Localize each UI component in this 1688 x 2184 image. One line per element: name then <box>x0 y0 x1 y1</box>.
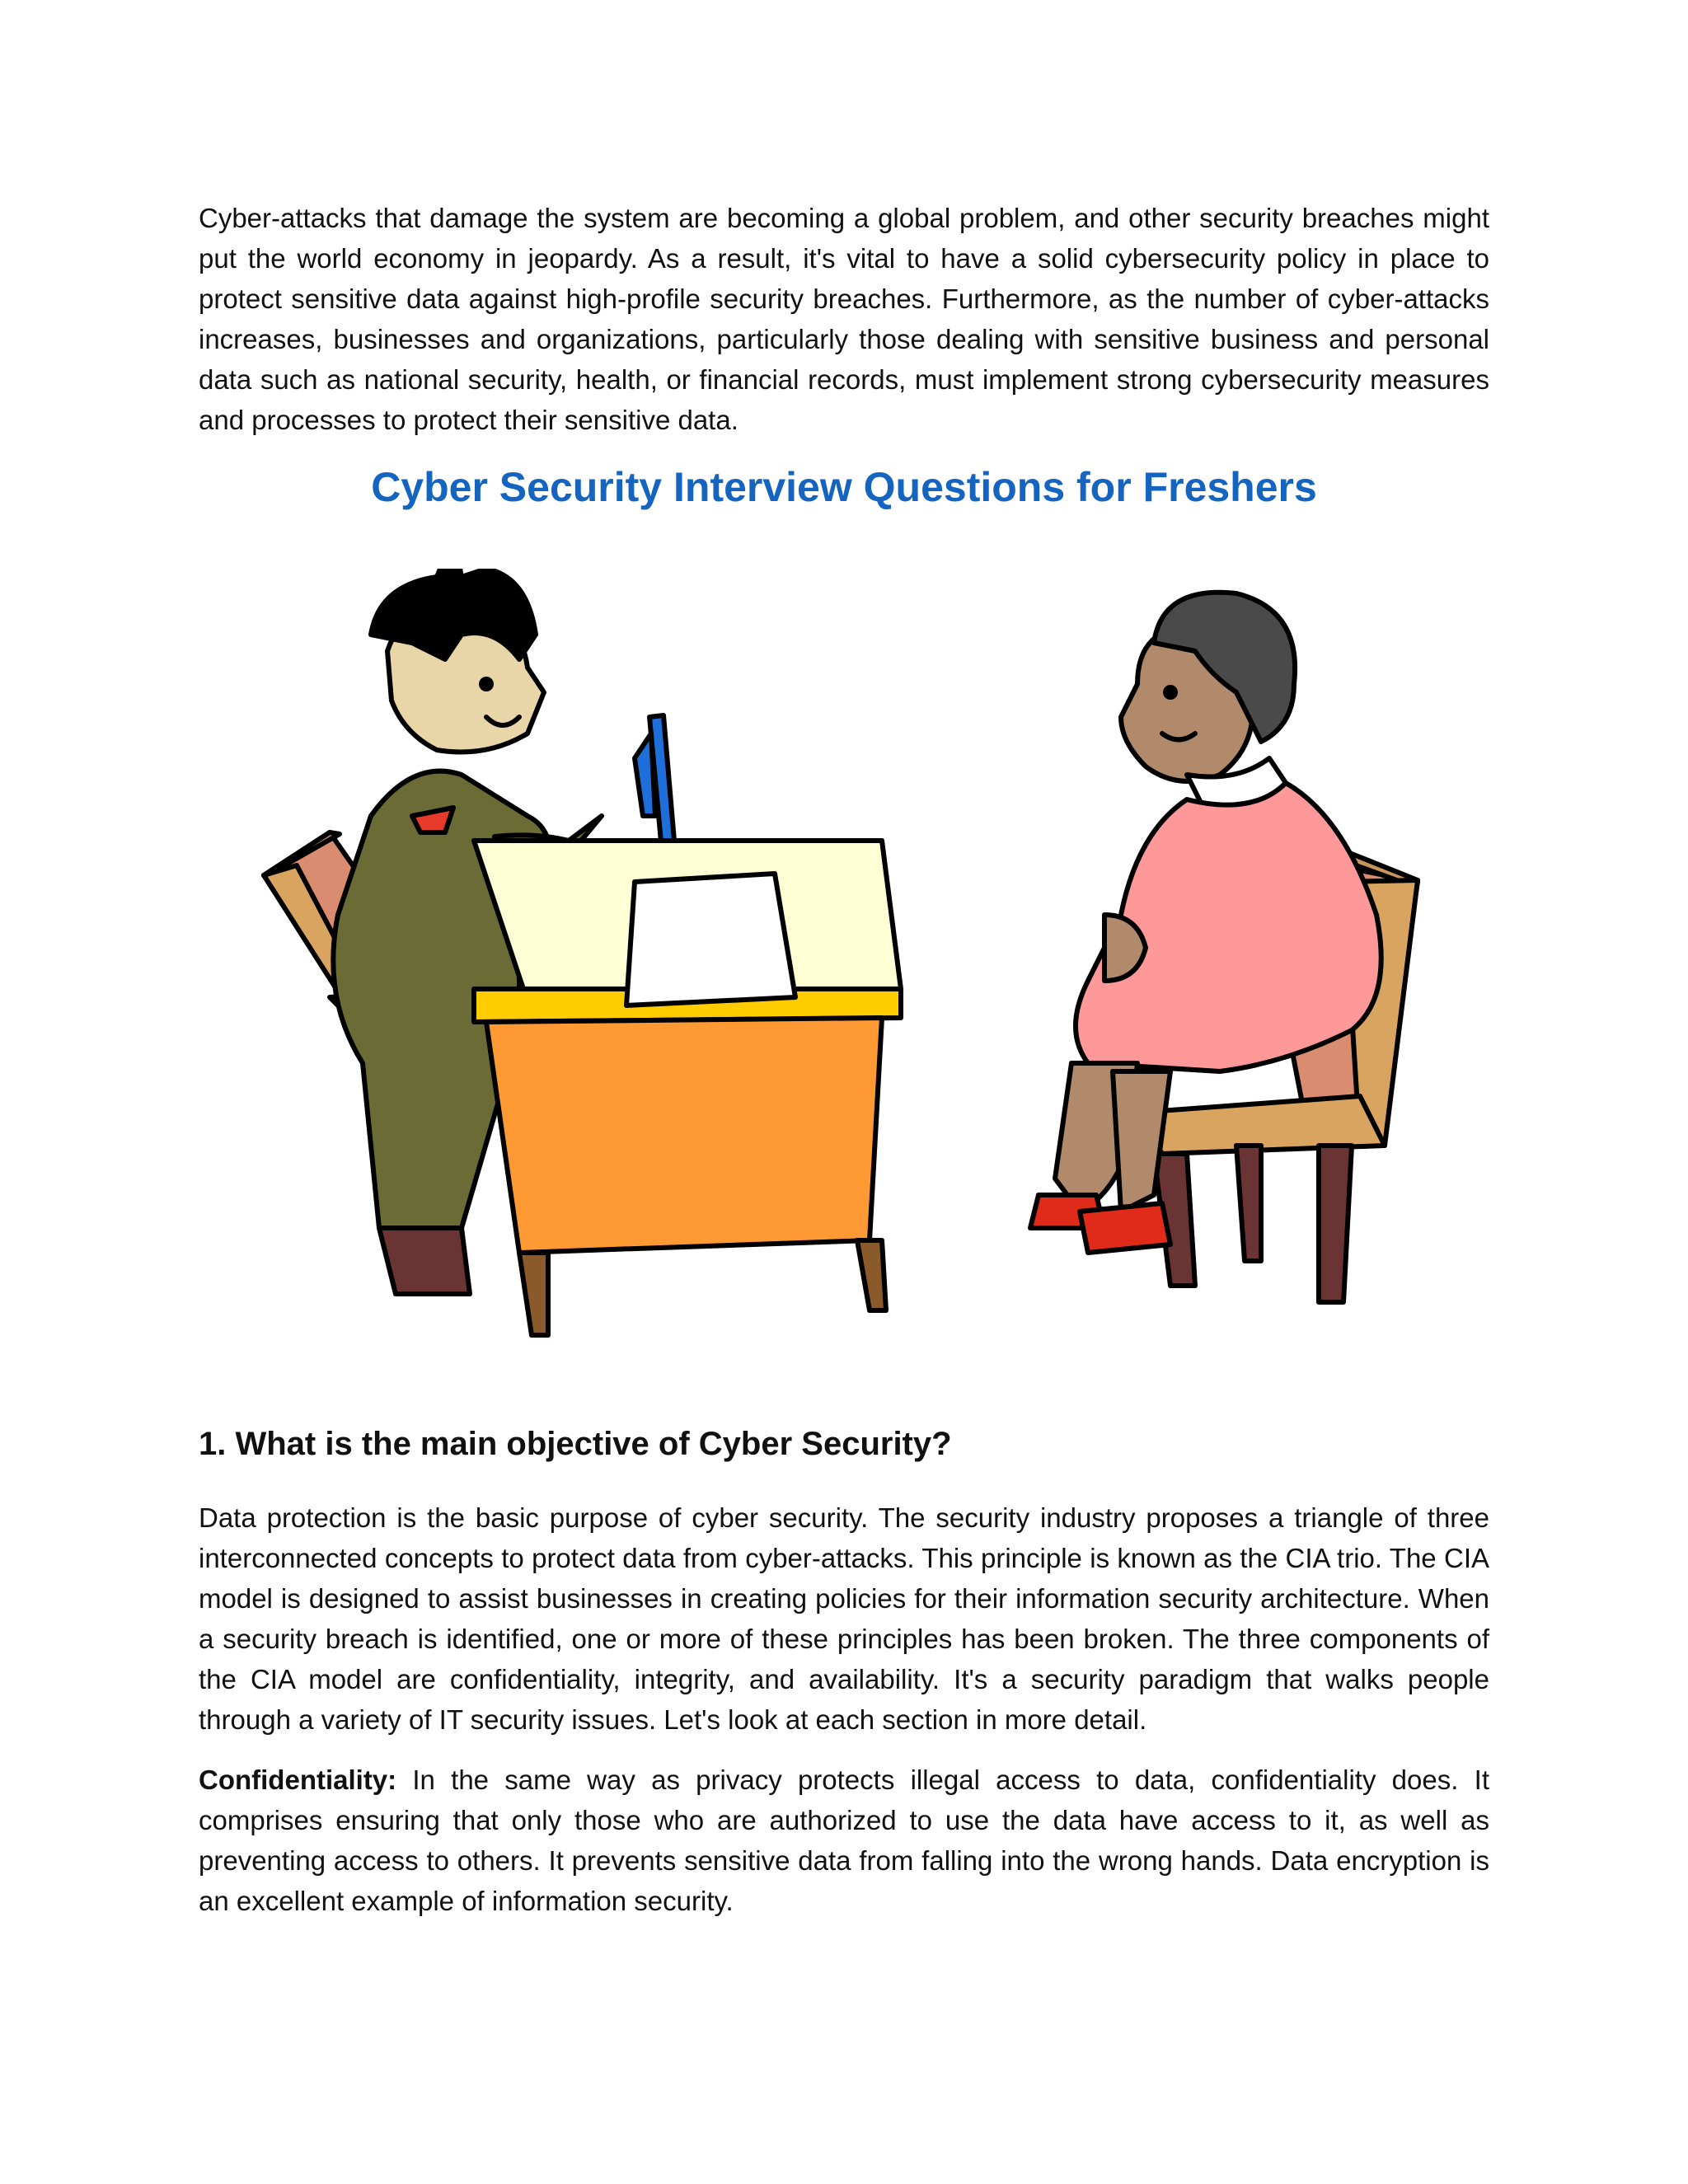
intro-paragraph: Cyber-attacks that damage the system are becoming a global problem, and other security breaches might put the world economy in jeopardy. As a result, it's vital to have a solid cybersecurity policy in place to protect sensitive data against high-profile security breaches. Furthermore, as the number of cyber-attacks increases, businesses and organizations, particularly those dealing with sensitive business and personal data such as national security, health, or financial records, must implement strong cybersecurity measures and processes to protect their sensitive data. <box>199 203 1489 435</box>
confidentiality-label: Confidentiality: <box>199 1765 397 1795</box>
paper <box>626 874 795 1005</box>
question-1-answer: Data protection is the basic purpose of cyber security. The security industry proposes a triangle of three interconnected concepts to protect data from cyber-attacks. This principle is known as the CIA trio. The CIA model is designed to assist businesses in creating policies for their information security architecture. When a security breach is identified, one or more of these principles has been broken. The three components of the CIA model are confidentiality, integrity, and availability. It's a security paradigm that walks people through a variety of IT security issues. Let's look at each section in more detail. <box>199 1502 1489 1735</box>
confidentiality-paragraph <box>199 1760 1489 1921</box>
desk <box>474 841 901 1335</box>
question-1-heading: 1. What is the main objective of Cyber Security? <box>199 1426 952 1462</box>
confidentiality-text: In the same way as privacy protects illegal access to data, confidentiality does. It comprises ensuring that only those who are authorized to use the data have access to it, as well as preventing access to others. It prevents sensitive data from falling into the wrong hands. Data encryption is an excellent example of information security. <box>199 1765 1489 1916</box>
desk-body <box>486 1018 882 1253</box>
interview-illustration-icon <box>247 569 1434 1352</box>
section-title: Cyber Security Interview Questions for Freshers <box>371 464 1317 510</box>
